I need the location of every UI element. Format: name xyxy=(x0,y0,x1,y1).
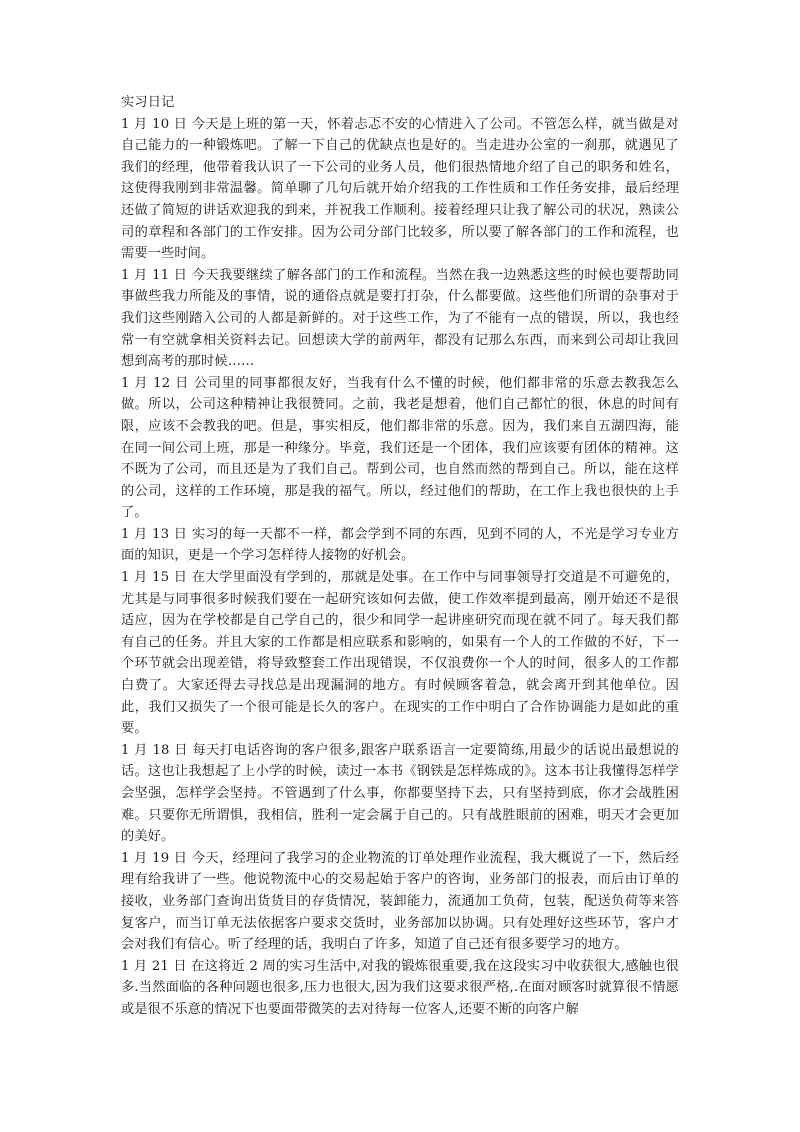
diary-entry xyxy=(121,848,679,956)
diary-entry xyxy=(121,567,679,740)
entry-date: 1 月 19 日 xyxy=(121,850,188,866)
document-body xyxy=(121,92,679,1021)
entry-text: 公司里的同事都很友好，当我有什么不懂的时候，他们都非常的乐意去教我怎么做。所以，公司这种精神让我很赞同。之前，我老是想着，他们自己都忙的很，休息的时间有限，应该不会教我的吧。但是，事实相反，他们都非常的乐意。因为，我们来自五湖四海，能在同一间公司上班，那是一种缘分。毕竟，我们还是一个团体，我们应该要有团体的精神。这不既为了公司，而且还是为了我们自己。帮到公司，也自然而然的帮到自己。所以，能在这样的公司，这样的工作环境，那是我的福气。所以，经过他们的帮助，在工作上我也很快的上手了。 xyxy=(121,375,680,521)
entry-text: 今天，经理问了我学习的企业物流的订单处理作业流程，我大概说了一下，然后经理有给我讲了一些。他说物流中心的交易起始于客户的咨询，业务部门的报表，而后由订单的接收，业务部门查询出货货目的存货情况，装卸能力，流通加工负荷，包装，配送负荷等来答复客户，而当订单无法依据客户要求交货时，业务部加以协调。只有处理好这些环节，客户才会对我们有信心。听了经理的话，我明白了许多，知道了自己还有很多要学习的地方。 xyxy=(121,850,679,953)
document-title: 实习日记 xyxy=(121,95,175,110)
entry-date: 1 月 21 日 xyxy=(121,958,187,974)
diary-entry xyxy=(121,740,679,848)
entry-date: 1 月 10 日 xyxy=(121,116,188,132)
entry-text: 在大学里面没有学到的，那就是处事。在工作中与同事领导打交道是不可避免的，尤其是与同事很多时候我们要在一起研究该如何去做，使工作效率提到最高，刚开始还不是很适应，因为在学校都是自己学自己的，很少和同学一起讲座研究而现在就不同了。每天我们都有自己的任务。并且大家的工作都是相应联系和影响的，如果有一个人的工作做的不好，下一个环节就会出现差错，将导致整套工作出现错误，不仅浪费你一个人的时间，很多人的工作都白费了。大家还得去寻找总是出现漏洞的地方。有时候顾客着急，就会离开到其他单位。因此，我们又损失了一个很可能是长久的客户。在现实的工作中明白了合作协调能力是如此的重要。 xyxy=(121,570,679,737)
entry-text: 今天是上班的第一天，怀着忐忑不安的心情进入了公司。不管怎么样，就当做是对自己能力的一种锻炼吧。了解一下自己的优缺点也是好的。当走进办公室的一刹那，就遇见了我们的经理，他带着我认识了一下公司的业务人员，他们很热情地介绍了自己的职务和姓名，这使得我刚到非常温馨。简单聊了几句后就开始介绍我的工作性质和工作任务安排，最后经理还做了简短的讲话欢迎我的到来，并祝我工作顺利。接着经理只让我了解公司的状况，熟读公司的章程和各部门的工作安排。因为公司分部门比较多，所以要了解各部门的工作和流程，也需要一些时间。 xyxy=(121,116,679,262)
diary-entry xyxy=(121,956,679,1021)
entry-date: 1 月 13 日 xyxy=(121,526,188,542)
entry-date: 1 月 11 日 xyxy=(121,267,188,283)
entry-text: 每天打电话咨询的客户很多,跟客户联系语言一定要简练,用最少的话说出最想说的话。这也让我想起了上小学的时候，读过一本书《钢铁是怎样炼成的》。这本书让我懂得怎样学会坚强，怎样学会坚持。不管遇到了什么事，你都要坚持下去，只有坚持到底，你才会战胜困难。只要你无所谓惧，我相信，胜利一定会属于自己的。只有战胜眼前的困难，明天才会更加的美好。 xyxy=(121,742,680,845)
diary-entry xyxy=(121,265,679,373)
entry-date: 1 月 15 日 xyxy=(121,570,188,586)
entry-text: 今天我要继续了解各部门的工作和流程。当然在我一边熟悉这些的时候也要帮助同事做些我力所能及的事情，说的通俗点就是要打打杂，什么都要做。这些他们所谓的杂事对于我们这些刚踏入公司的人都是新鲜的。对于这些工作，为了不能有一点的错误，所以，我也经常一有空就拿相关资料去记。回想读大学的前两年，都没有记那么东西，而来到公司却让我回想到高考的那时候…… xyxy=(121,267,679,370)
entry-date: 1 月 12 日 xyxy=(121,375,190,391)
diary-entry xyxy=(121,373,679,524)
entry-text: 在这将近 2 周的实习生活中,对我的锻炼很重要,我在这段实习中收获很大,感触也很多.当然面临的各种问题也很多,压力也很大,因为我们这要求很严格,.在面对顾客时就算很不情愿或是很不乐意的情况下也要面带微笑的去对待每一位客人,还要不断的向客户解 xyxy=(121,958,679,1017)
diary-entry xyxy=(121,524,679,567)
diary-entry xyxy=(121,114,679,265)
entry-text: 实习的每一天都不一样，都会学到不同的东西，见到不同的人，不光是学习专业方面的知识，更是一个学习怎样待人接物的好机会。 xyxy=(121,526,679,564)
entry-date: 1 月 18 日 xyxy=(121,742,188,758)
